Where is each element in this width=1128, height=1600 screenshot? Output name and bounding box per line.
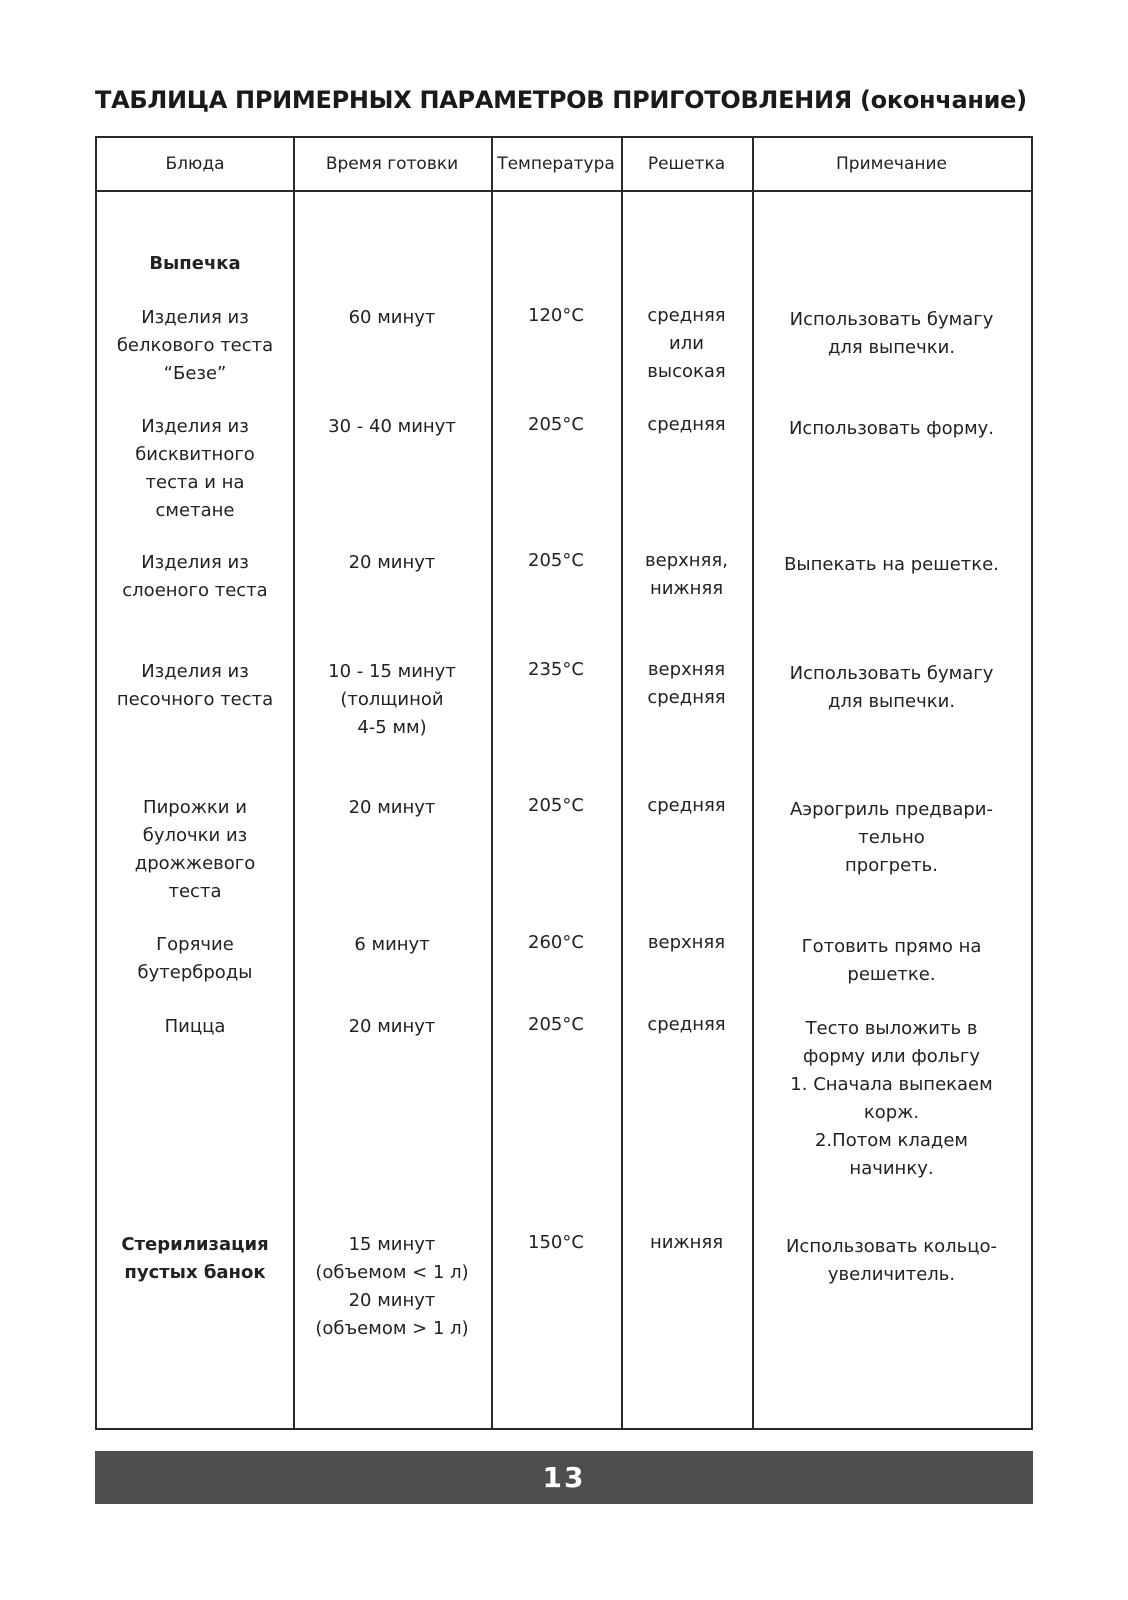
row-7-rack: нижняя: [649, 1232, 724, 1253]
header-rack: Решетка: [647, 154, 726, 174]
row-6-temp: 205°С: [528, 1014, 584, 1035]
row-6-time: 20 минут: [348, 1016, 436, 1037]
row-2-note: Выпекать на решетке.: [784, 554, 999, 575]
row-6-note: Тесто выложить в форму или фольгу 1. Сначала выпекаем корж. 2.Потом кладем начинку.: [790, 1018, 993, 1179]
row-0-temp: 120°С: [528, 305, 584, 326]
row-7-time: 15 минут (объемом < 1 л) 20 минут (объемом > 1 л): [315, 1234, 469, 1339]
header-note: Примечание: [836, 154, 947, 174]
row-5-note: Готовить прямо на решетке.: [801, 936, 982, 985]
row-0-note: Использовать бумагу для выпечки.: [789, 309, 994, 358]
row-0-rack: средняя или высокая: [647, 305, 726, 382]
row-4-dish: Пирожки и булочки из дрожжевого теста: [134, 797, 256, 902]
header-dish: Блюда: [165, 154, 225, 174]
header-temperature: Температура: [497, 154, 615, 174]
row-7-note: Использовать кольцо- увеличитель.: [785, 1236, 998, 1285]
row-7-temp: 150°С: [528, 1232, 584, 1253]
row-5-dish: Горячие бутерброды: [137, 934, 253, 983]
row-1-dish: Изделия из бисквитного теста и на сметане: [135, 416, 255, 521]
row-1-time: 30 - 40 минут: [328, 416, 456, 437]
row-0-dish: Изделия из белкового теста “Безе”: [116, 307, 274, 384]
row-5-time: 6 минут: [354, 934, 430, 955]
row-3-dish: Изделия из песочного теста: [116, 661, 274, 710]
row-2-time: 20 минут: [348, 552, 436, 573]
row-4-note: Аэрогриль предвари- тельно прогреть.: [789, 799, 994, 876]
row-3-time: 10 - 15 минут (толщиной 4-5 мм): [328, 661, 456, 738]
row-5-temp: 260°С: [528, 932, 584, 953]
row-6-rack: средняя: [647, 1014, 726, 1035]
row-4-time: 20 минут: [348, 797, 436, 818]
row-1-temp: 205°С: [528, 414, 584, 435]
section-title-baking: Выпечка: [149, 253, 241, 274]
page-title: ТАБЛИЦА ПРИМЕРНЫХ ПАРАМЕТРОВ ПРИГОТОВЛЕНИЯ (окончание): [95, 86, 1027, 114]
row-3-temp: 235°С: [528, 659, 584, 680]
header-divider: [97, 190, 1031, 192]
row-4-rack: средняя: [647, 795, 726, 816]
row-0-time: 60 минут: [348, 307, 436, 328]
page-footer-bar: [95, 1451, 1033, 1504]
row-7-dish: Стерилизация пустых банок: [121, 1234, 269, 1283]
row-6-dish: Пицца: [164, 1016, 226, 1037]
row-2-temp: 205°С: [528, 550, 584, 571]
row-2-dish: Изделия из слоеного теста: [122, 552, 268, 601]
row-2-rack: верхняя, нижняя: [645, 550, 728, 599]
row-3-note: Использовать бумагу для выпечки.: [789, 663, 994, 712]
header-cook-time: Время готовки: [325, 154, 459, 174]
row-1-note: Использовать форму.: [788, 418, 995, 439]
row-3-rack: верхняя средняя: [647, 659, 726, 708]
cooking-parameters-table: [95, 136, 1033, 1430]
page-number: 13: [542, 1461, 586, 1494]
row-5-rack: верхняя: [647, 932, 726, 953]
row-4-temp: 205°С: [528, 795, 584, 816]
row-1-rack: средняя: [647, 414, 726, 435]
